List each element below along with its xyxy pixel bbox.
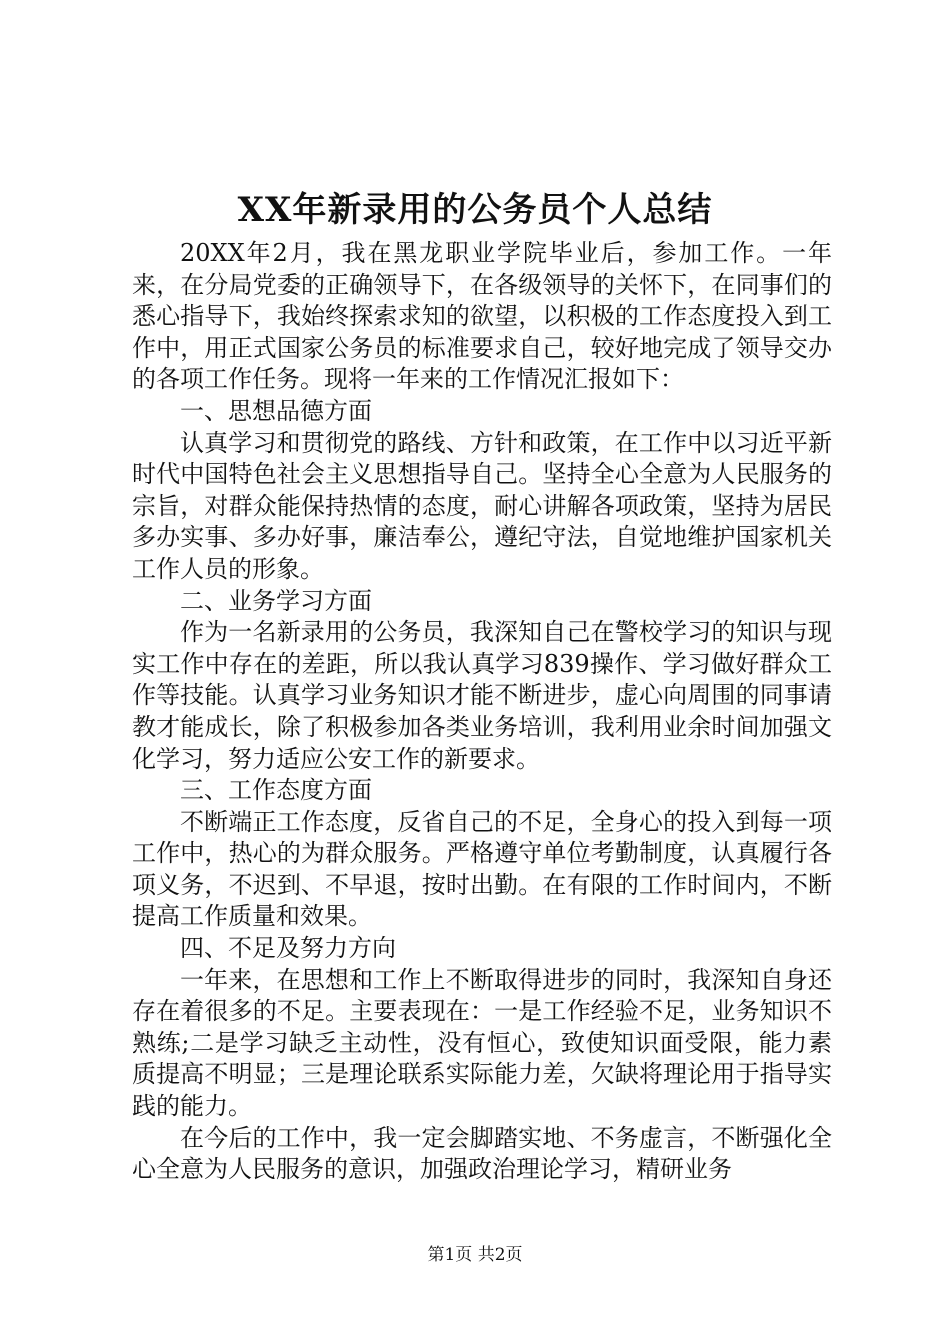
paragraph-closing: 在今后的工作中，我一定会脚踏实地、不务虚言，不断强化全心全意为人民服务的意识，加强政治理论学习，精研业务 bbox=[132, 1123, 832, 1184]
paragraph-section-2: 作为一名新录用的公务员，我深知自己在警校学习的知识与现实工作中存在的差距，所以我认真学习839操作、学习做好群众工作等技能。认真学习业务知识才能不断进步，虚心向周围的同事请教才能成长，除了积极参加各类业务培训，我利用业余时间加强文化学习，努力适应公安工作的新要求。 bbox=[132, 618, 832, 773]
document-body bbox=[132, 238, 832, 1186]
paragraph-section-1: 认真学习和贯彻党的路线、方针和政策，在工作中以习近平新时代中国特色社会主义思想指导自己。坚持全心全意为人民服务的宗旨，对群众能保持热情的态度，耐心讲解各项政策，坚持为居民多办实事、多办好事，廉洁奉公，遵纪守法，自觉地维护国家机关工作人员的形象。 bbox=[132, 428, 832, 583]
section-heading-4: 四、不足及努力方向 bbox=[180, 934, 396, 963]
section-heading-2: 二、业务学习方面 bbox=[180, 586, 372, 615]
document-title: XX年新录用的公务员个人总结 bbox=[237, 190, 713, 230]
paragraph-section-3: 不断端正工作态度，反省自己的不足，全身心的投入到每一项工作中，热心的为群众服务。严格遵守单位考勤制度，认真履行各项义务，不迟到、不早退，按时出勤。在有限的工作时间内，不断提高工作质量和效果。 bbox=[132, 807, 832, 931]
section-heading-3: 三、工作态度方面 bbox=[180, 776, 372, 805]
section-heading-1: 一、思想品德方面 bbox=[180, 396, 372, 425]
paragraph-section-4: 一年来，在思想和工作上不断取得进步的同时，我深知自身还存在着很多的不足。主要表现在：一是工作经验不足，业务知识不熟练;二是学习缺乏主动性，没有恒心，致使知识面受限，能力素质提高不明显；三是理论联系实际能力差，欠缺将理论用于指导实践的能力。 bbox=[132, 965, 832, 1121]
page-number-footer: 第1页 共2页 bbox=[427, 1245, 523, 1265]
paragraph-intro: 20XX年2月，我在黑龙职业学院毕业后，参加工作。一年来，在分局党委的正确领导下，在各级领导的关怀下，在同事们的悉心指导下，我始终探索求知的欲望，以积极的工作态度投入到工作中，用正式国家公务员的标准要求自己，较好地完成了领导交办的各项工作任务。现将一年来的工作情况汇报如下： bbox=[132, 239, 832, 394]
